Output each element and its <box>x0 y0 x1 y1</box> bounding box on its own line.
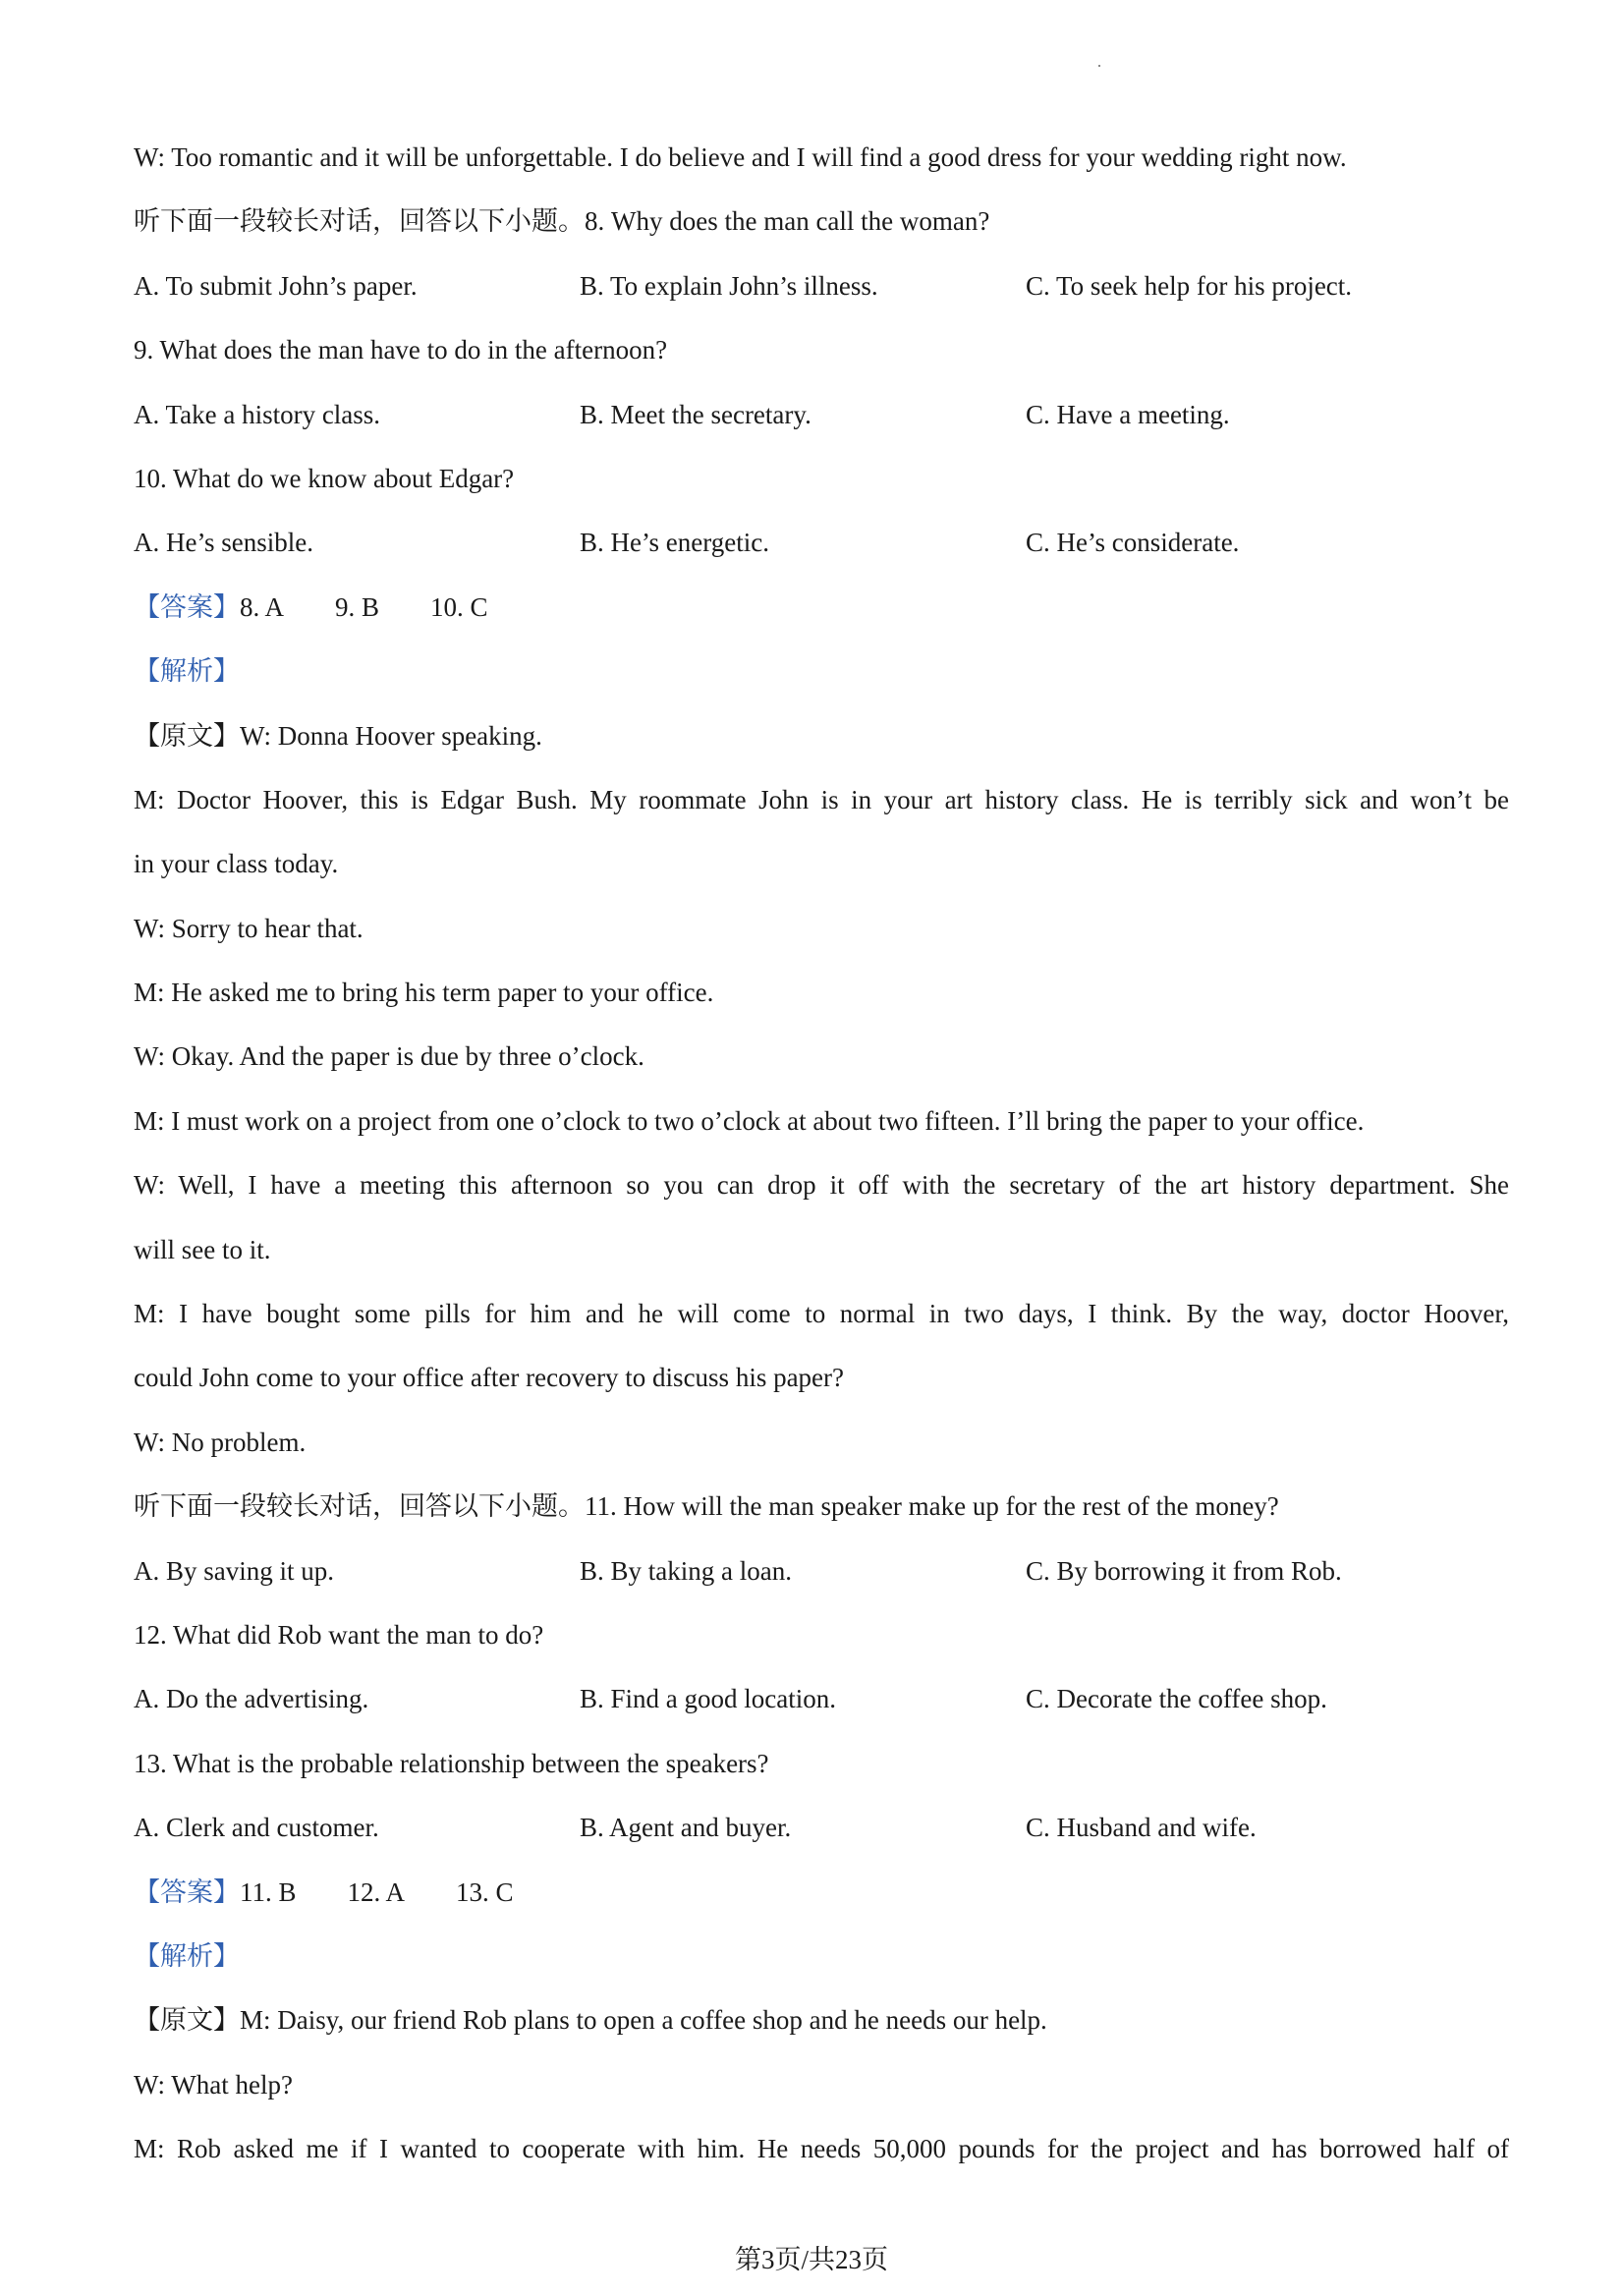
transcript-tag: 【原文】 <box>134 2005 240 2036</box>
text-line: W: No problem. <box>134 1427 307 1457</box>
option-b: B. Meet the secretary. <box>580 399 812 429</box>
option-b: B. Agent and buyer. <box>580 1813 792 1843</box>
answer-item: 8. A <box>240 591 285 622</box>
answer-key-line <box>134 1871 1509 1934</box>
text-line: M: I have bought some pills for him and he will come to normal in two days, I think. By the way, doctor Hoover, <box>134 1299 1509 1329</box>
text-line: will see to it. <box>134 1234 271 1264</box>
text-line: could John come to your office after recovery to discuss his paper? <box>134 1363 845 1393</box>
option-c: C. Husband and wife. <box>1026 1813 1257 1843</box>
option-b: B. By taking a loan. <box>580 1555 792 1586</box>
option-a: A. To submit John’s paper. <box>134 270 418 301</box>
option-a: A. Do the advertising. <box>134 1684 369 1714</box>
transcript-start-line <box>134 714 1509 778</box>
analysis-tag: 【解析】 <box>134 1940 240 1971</box>
option-c: C. By borrowing it from Rob. <box>1026 1555 1342 1586</box>
transcript-start-line <box>134 1998 1509 2062</box>
text-line: W: What help? <box>134 2069 293 2100</box>
answer-item: 9. B <box>335 591 380 622</box>
text-line: in your class today. <box>134 849 339 879</box>
document-body <box>134 136 1509 2192</box>
option-c: C. Decorate the coffee shop. <box>1026 1684 1327 1714</box>
transcript-tag: 【原文】 <box>134 720 240 751</box>
option-a: A. He’s sensible. <box>134 528 313 558</box>
answer-options <box>134 393 1509 457</box>
transcript-text: M: Daisy, our friend Rob plans to open a coffee shop and he needs our help. <box>240 2005 1047 2036</box>
answer-tag: 【答案】 <box>134 591 240 622</box>
answer-item: 10. C <box>430 591 488 622</box>
answer-options <box>134 1806 1509 1870</box>
text-line: 10. What do we know about Edgar? <box>134 463 515 493</box>
text-line: M: I must work on a project from one o’clock to two o’clock at about two fifteen. I’ll bring the paper to your office. <box>134 1105 1365 1136</box>
text-line: 听下面一段较长对话，回答以下小题。8. Why does the man call the woman? <box>134 206 990 237</box>
analysis-tag: 【解析】 <box>134 656 240 687</box>
answer-tag: 【答案】 <box>134 1876 240 1907</box>
answer-options <box>134 1677 1509 1741</box>
text-line: W: Well, I have a meeting this afternoon so you can drop it off with the secretary of the art history department. She <box>134 1170 1509 1201</box>
answer-item: 13. C <box>456 1876 514 1907</box>
transcript-text: W: Donna Hoover speaking. <box>240 720 542 751</box>
text-line: W: Too romantic and it will be unforgettable. I do believe and I will find a good dress for your wedding right now. <box>134 142 1347 172</box>
page-footer: 第3页/共23页 <box>734 2245 888 2274</box>
text-line: M: He asked me to bring his term paper to your office. <box>134 978 714 1008</box>
answer-options <box>134 264 1509 328</box>
text-line: W: Sorry to hear that. <box>134 913 364 943</box>
option-a: A. By saving it up. <box>134 1555 335 1586</box>
answer-item: 11. B <box>240 1876 297 1907</box>
answer-item: 12. A <box>347 1876 406 1907</box>
analysis-heading <box>134 649 1509 713</box>
answer-options <box>134 1549 1509 1613</box>
text-line: 9. What does the man have to do in the afternoon? <box>134 335 668 365</box>
analysis-heading <box>134 1934 1509 1998</box>
text-line: M: Doctor Hoover, this is Edgar Bush. My roommate John is in your art history class. He is terribly sick and won’t be <box>134 784 1509 814</box>
answer-key-line <box>134 586 1509 649</box>
text-line: W: Okay. And the paper is due by three o’clock. <box>134 1041 644 1072</box>
option-c: C. To seek help for his project. <box>1026 270 1353 301</box>
text-line: M: Rob asked me if I wanted to cooperate with him. He needs 50,000 pounds for the project and has borrowed half of <box>134 2134 1509 2164</box>
answer-options <box>134 521 1509 585</box>
option-b: B. To explain John’s illness. <box>580 270 878 301</box>
option-b: B. He’s energetic. <box>580 528 769 558</box>
scan-speck <box>1098 65 1100 67</box>
text-line: 听下面一段较长对话，回答以下小题。11. How will the man speaker make up for the rest of the money? <box>134 1491 1279 1522</box>
option-a: A. Take a history class. <box>134 399 381 429</box>
option-a: A. Clerk and customer. <box>134 1813 379 1843</box>
option-c: C. He’s considerate. <box>1026 528 1240 558</box>
option-c: C. Have a meeting. <box>1026 399 1230 429</box>
text-line: 13. What is the probable relationship between the speakers? <box>134 1748 769 1778</box>
option-b: B. Find a good location. <box>580 1684 836 1714</box>
text-line: 12. What did Rob want the man to do? <box>134 1619 544 1650</box>
